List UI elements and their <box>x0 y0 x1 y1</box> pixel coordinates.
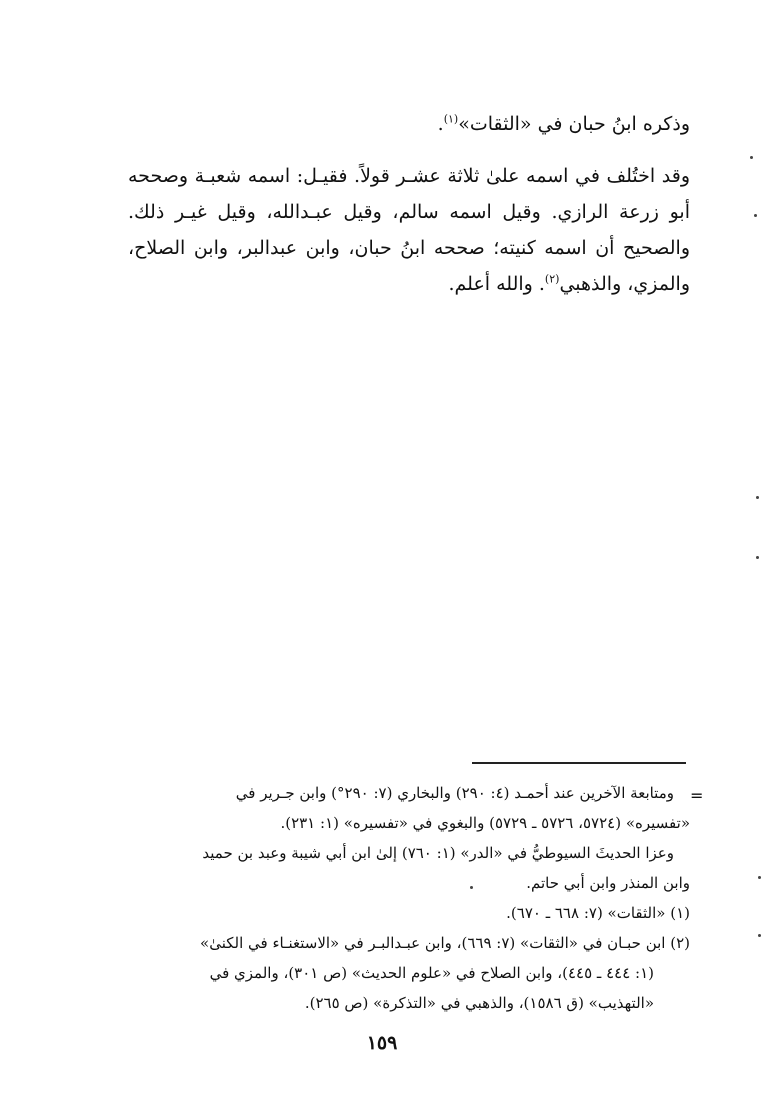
footnote-line: ومتابعة الآخرين عند أحمـد (٤: ٢٩٠) والبخاري (٧: ٢٩٠°) وابن جـرير في <box>235 784 674 802</box>
scan-speck <box>756 556 759 559</box>
footnote-ref-2: (٢) <box>544 272 560 286</box>
paragraph-2-text: وقد اختُلف في اسمه علىٰ ثلاثة عشـر قولاً. فقيـل: اسمه شعبـة وصححه أبو زرعة الرازي. وقيل اسمه سالم، وقيل عبـدالله، وقيل غيـر ذلك. والصحيح أن اسمه كنيته؛ صححه ابنُ حبان، وابن عبدالبر، وابن الصلاح، والمزي، والذهبي <box>128 165 690 295</box>
scan-speck <box>756 496 759 499</box>
page-number: ١٥٩ <box>366 1032 398 1054</box>
footnote-separator <box>472 762 686 764</box>
paragraph-1-tail: . <box>437 113 444 135</box>
footnote-continuation-mark: = <box>690 786 704 805</box>
scan-speck <box>754 214 757 217</box>
paragraph-2-tail: . والله أعلم. <box>448 273 545 295</box>
scan-speck <box>758 934 761 937</box>
footnote-line: (١) «الثقات» (٧: ٦٦٨ ـ ٦٧٠). <box>506 904 690 922</box>
scan-speck <box>758 876 761 879</box>
main-paragraph-2 <box>128 158 690 302</box>
footnotes <box>132 778 690 1018</box>
paragraph-1-text: وذكره ابنُ حبان في «الثقات» <box>458 113 690 135</box>
footnote-line: (١: ٤٤٤ ـ ٤٤٥)، وابن الصلاح في «علوم الحديث» (ص ٣٠١)، والمزي في <box>209 964 654 982</box>
footnote-line: وابن المنذر وابن أبي حاتم. <box>526 874 690 892</box>
footnote-line: «تفسيره» (٥٧٢٤، ٥٧٢٦ ـ ٥٧٢٩) والبغوي في «تفسيره» (١: ٢٣١). <box>280 814 690 832</box>
footnote-line: «التهذيب» (ق ١٥٨٦)، والذهبي في «التذكرة» (ص ٢٦٥). <box>304 994 654 1012</box>
footnote-line: وعزا الحديثَ السيوطيُّ في «الدر» (١: ٧٦٠) إلىٰ ابن أبي شيبة وعبد بن حميد <box>202 844 674 862</box>
main-paragraph-1 <box>128 106 690 142</box>
scan-speck <box>470 886 473 889</box>
scan-speck <box>750 156 753 159</box>
footnote-line: (٢) ابن حبـان في «الثقات» (٧: ٦٦٩)، وابن عبـدالبـر في «الاستغنـاء في الكنىٰ» <box>200 934 690 952</box>
footnote-ref-1: (١) <box>443 112 459 126</box>
